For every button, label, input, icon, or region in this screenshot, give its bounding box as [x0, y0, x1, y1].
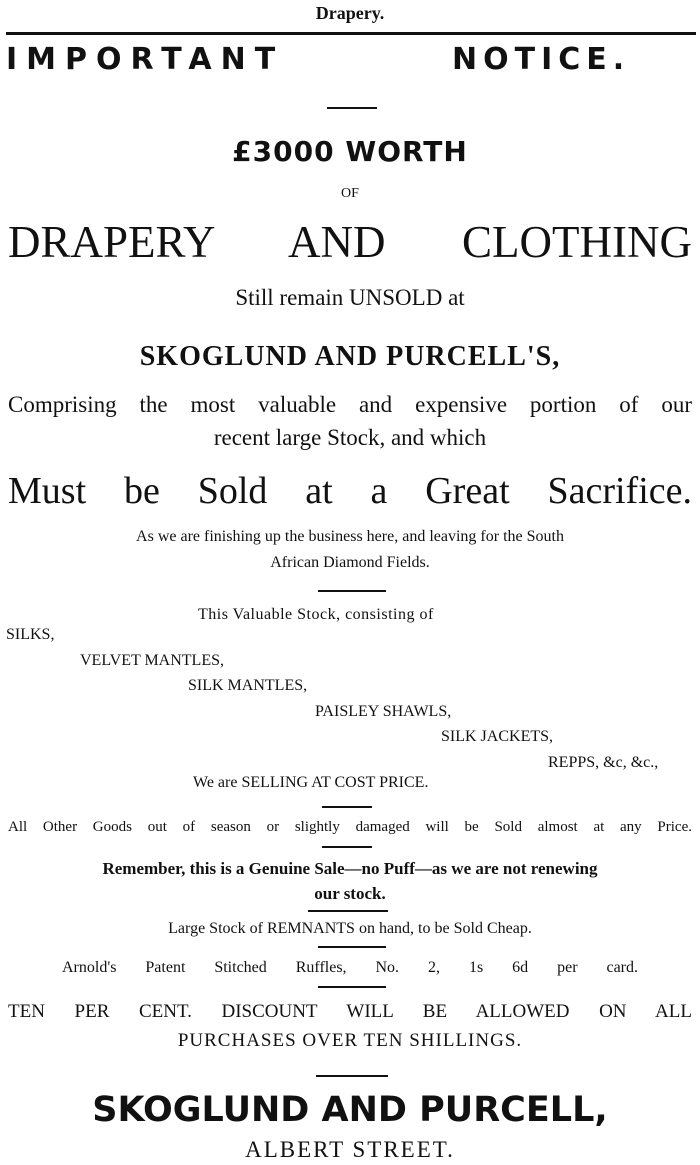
stock-item-paisley-shawls: PAISLEY SHAWLS,	[315, 703, 452, 720]
comprising-line-2: recent large Stock, and which	[213, 425, 487, 450]
discount-line-2: PURCHASES OVER TEN SHILLINGS.	[177, 1030, 523, 1051]
banner-notice: NOTICE.	[452, 42, 631, 77]
address-line: ALBERT STREET.	[245, 1137, 455, 1162]
stock-intro: This Valuable Stock, consisting of	[198, 606, 434, 623]
reason-line-2: African Diamond Fields.	[270, 554, 430, 571]
sacrifice-line: Must be Sold at a Great Sacrifice.	[8, 470, 692, 512]
divider	[327, 107, 377, 109]
stock-item-velvet-mantles: VELVET MANTLES,	[80, 652, 224, 669]
divider	[318, 946, 386, 948]
stock-item-repps: REPPS, &c, &c.,	[548, 754, 659, 771]
genuine-sale-line-2: our stock.	[314, 884, 386, 903]
divider	[322, 846, 372, 848]
stock-item-silk-mantles: SILK MANTLES,	[188, 677, 308, 694]
divider	[308, 910, 388, 912]
stock-item-silks: SILKS,	[6, 626, 55, 643]
of-line: OF	[341, 186, 359, 201]
reason-line-1: As we are finishing up the business here, and leaving for the South	[136, 528, 564, 545]
cost-price-line: We are SELLING AT COST PRICE.	[193, 774, 429, 791]
top-rule	[6, 32, 696, 35]
other-goods-line: All Other Goods out of season or slightly damaged will be Sold almost at any Price.	[8, 819, 692, 835]
divider	[318, 590, 386, 592]
stock-item-silk-jackets: SILK JACKETS,	[441, 728, 554, 745]
divider	[322, 806, 372, 808]
discount-line-1: TEN PER CENT. DISCOUNT WILL BE ALLOWED ON ALL	[8, 1001, 692, 1022]
divider	[316, 1075, 388, 1077]
headline: DRAPERY AND CLOTHING	[8, 217, 692, 267]
ruffles-line: Arnold's Patent Stitched Ruffles, No. 2, 1s 6d per card.	[62, 959, 638, 976]
firm-name: SKOGLUND AND PURCELL,	[92, 1090, 608, 1130]
genuine-sale-line-1: Remember, this is a Genuine Sale—no Puff—as we are not renewing	[102, 859, 598, 878]
banner-important: IMPORTANT	[6, 42, 285, 77]
remnants-line: Large Stock of REMNANTS on hand, to be Sold Cheap.	[168, 920, 532, 937]
divider	[318, 986, 386, 988]
firm-possessive: SKOGLUND AND PURCELL'S,	[139, 341, 561, 372]
amount-line: £3000 WORTH	[232, 135, 468, 168]
comprising-line-1: Comprising the most valuable and expensive portion of our	[8, 392, 692, 417]
section-heading: Drapery.	[315, 3, 385, 23]
unsold-line: Still remain UNSOLD at	[235, 285, 465, 310]
